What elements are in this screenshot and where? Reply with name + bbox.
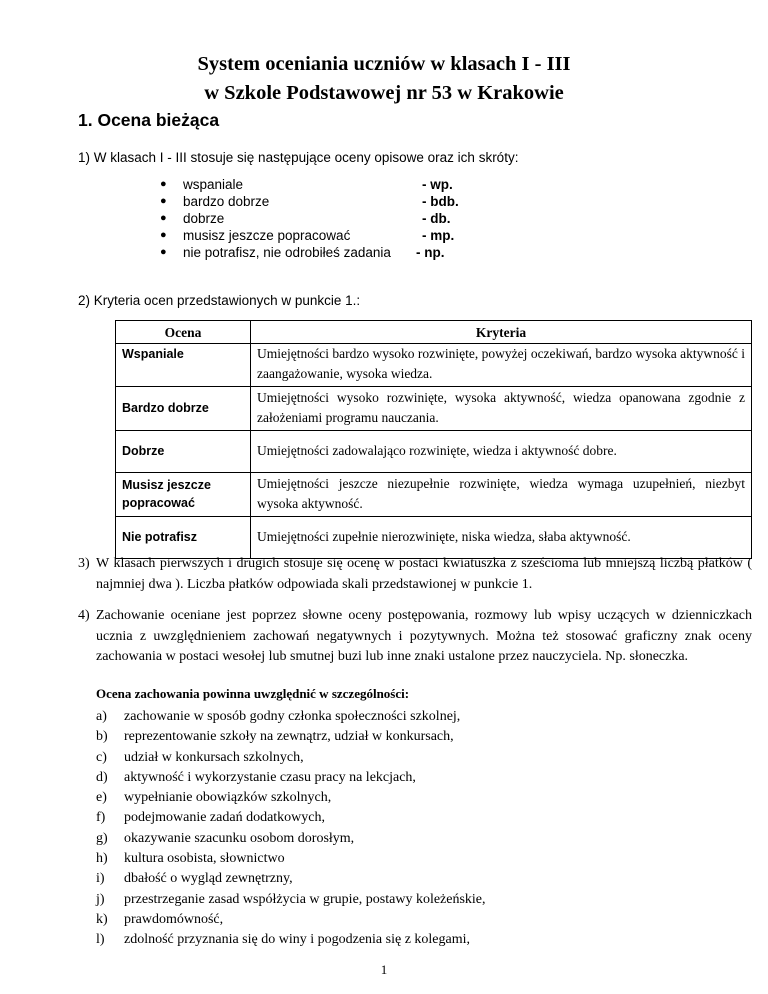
table-row bbox=[116, 387, 752, 431]
list-text: zachowanie w sposób godny członka społeczności szkolnej, bbox=[124, 709, 461, 724]
grade-name: musisz jeszcze popracować bbox=[183, 228, 351, 243]
grade-abbr: - db. bbox=[422, 211, 451, 226]
point-text: Zachowanie oceniane jest poprzez słowne oceny postępowania, rozmowy lub wpisy uczących w dzienniczkach ucznia z uwzględnieniem zachowań negatywnych i pozytywnych. Można też stosować graficzny znak oceny zachowania w postaci wesołej lub smutnej buzi lub inne znaki ustalone przez nauczyciela. Np. słoneczka. bbox=[96, 608, 752, 664]
point-text: W klasach pierwszych i drugich stosuje się ocenę w postaci kwiatuszka z sześcioma lub mniejszą liczbą płatków ( najmniej dwa ). Liczba płatków odpowiada skali przedstawionej w punkcie 1. bbox=[96, 556, 752, 592]
table-header-row bbox=[116, 321, 752, 344]
list-letter: k) bbox=[96, 911, 108, 927]
criteria-cell: Umiejętności bardzo wysoko rozwinięte, powyżej oczekiwań, bardzo wysoka aktywność i zaangażowanie, wysoka wiedza. bbox=[251, 344, 752, 387]
grade-item bbox=[160, 227, 480, 244]
list-letter: e) bbox=[96, 790, 107, 806]
criteria-cell: Umiejętności zadowalająco rozwinięte, wiedza i aktywność dobre. bbox=[251, 431, 752, 473]
list-letter: g) bbox=[96, 830, 108, 846]
table-row bbox=[116, 517, 752, 559]
criteria-table bbox=[115, 320, 752, 559]
header-criteria: Kryteria bbox=[251, 321, 752, 344]
list-letter: i) bbox=[96, 871, 105, 887]
list-text: kultura osobista, słownictwo bbox=[124, 851, 285, 867]
criteria-cell: Umiejętności zupełnie nierozwinięte, niska wiedza, słaba aktywność. bbox=[251, 517, 752, 559]
list-letter: f) bbox=[96, 810, 106, 826]
list-letter: l) bbox=[96, 932, 105, 948]
document-title-line-2: w Szkole Podstawowej nr 53 w Krakowie bbox=[204, 82, 564, 104]
criteria-cell: Umiejętności wysoko rozwinięte, wysoka aktywność, wiedza opanowana zgodnie z założeniami programu nauczania. bbox=[251, 387, 752, 431]
grade-abbr: - mp. bbox=[422, 228, 455, 243]
grade-name: nie potrafisz, nie odrobiłeś zadania bbox=[183, 245, 391, 260]
paragraph-point-3 bbox=[78, 554, 752, 595]
list-text: udział w konkursach szkolnych, bbox=[124, 749, 304, 765]
grade-cell: Nie potrafisz bbox=[116, 517, 251, 559]
bullet-icon: ● bbox=[160, 246, 167, 258]
grade-abbr: - np. bbox=[416, 245, 445, 260]
bullet-icon: ● bbox=[160, 212, 167, 224]
page-number: 1 bbox=[380, 962, 388, 977]
grade-cell: Wspaniale bbox=[116, 344, 251, 387]
grade-cell: Bardzo dobrze bbox=[116, 387, 251, 431]
list-text: reprezentowanie szkoły na zewnątrz, udział w konkursach, bbox=[124, 729, 454, 745]
grade-name: dobrze bbox=[183, 211, 225, 226]
list-text: przestrzeganie zasad współżycia w grupie, postawy koleżeńskie, bbox=[124, 891, 486, 907]
list-letter: a) bbox=[96, 709, 107, 724]
list-letter: h) bbox=[96, 851, 108, 867]
paragraph-point-1: 1) W klasach I - III stosuje się następujące oceny opisowe oraz ich skróty: bbox=[78, 150, 519, 165]
paragraph-point-4 bbox=[78, 606, 752, 668]
document-title-line-1: System oceniania uczniów w klasach I - III bbox=[197, 53, 571, 75]
list-letter: d) bbox=[96, 769, 108, 785]
grades-list bbox=[160, 176, 480, 261]
behavior-heading: Ocena zachowania powinna uwzględnić w szczególności: bbox=[96, 686, 410, 701]
section-heading: 1. Ocena bieżąca bbox=[78, 110, 220, 130]
grade-item bbox=[160, 193, 480, 210]
table-row bbox=[116, 473, 752, 517]
grade-item bbox=[160, 244, 480, 261]
grade-name: bardzo dobrze bbox=[183, 194, 270, 209]
grade-abbr: - bdb. bbox=[422, 194, 459, 209]
list-letter: j) bbox=[96, 891, 105, 907]
bullet-icon: ● bbox=[160, 195, 167, 207]
grade-cell: Musisz jeszcze popracować bbox=[116, 473, 251, 517]
list-text: okazywanie szacunku osobom dorosłym, bbox=[124, 830, 355, 846]
criteria-cell: Umiejętności jeszcze niezupełnie rozwinięte, wiedza wymaga uzupełnień, niezbyt wysoka aktywność. bbox=[251, 473, 752, 517]
list-text: prawdomówność, bbox=[124, 911, 224, 927]
list-text: wypełnianie obowiązków szkolnych, bbox=[124, 790, 332, 806]
grade-cell: Dobrze bbox=[116, 431, 251, 473]
header-grade: Ocena bbox=[116, 321, 251, 344]
table-row bbox=[116, 344, 752, 387]
point-number: 4) bbox=[78, 608, 90, 623]
list-letter: c) bbox=[96, 749, 107, 765]
list-letter: b) bbox=[96, 729, 108, 745]
grade-item bbox=[160, 210, 480, 227]
list-text: zdolność przyznania się do winy i pogodzenia się z kolegami, bbox=[124, 932, 471, 948]
paragraph-point-2: 2) Kryteria ocen przedstawionych w punkcie 1.: bbox=[78, 293, 361, 308]
point-number: 3) bbox=[78, 556, 90, 571]
bullet-icon: ● bbox=[160, 178, 167, 190]
table-row bbox=[116, 431, 752, 473]
list-text: podejmowanie zadań dodatkowych, bbox=[124, 810, 325, 826]
grade-item bbox=[160, 176, 480, 193]
bullet-icon: ● bbox=[160, 229, 167, 241]
grade-name: wspaniale bbox=[183, 177, 244, 192]
grade-abbr: - wp. bbox=[422, 177, 453, 192]
list-text: dbałość o wygląd zewnętrzny, bbox=[124, 871, 293, 887]
list-text: aktywność i wykorzystanie czasu pracy na lekcjach, bbox=[124, 769, 416, 785]
